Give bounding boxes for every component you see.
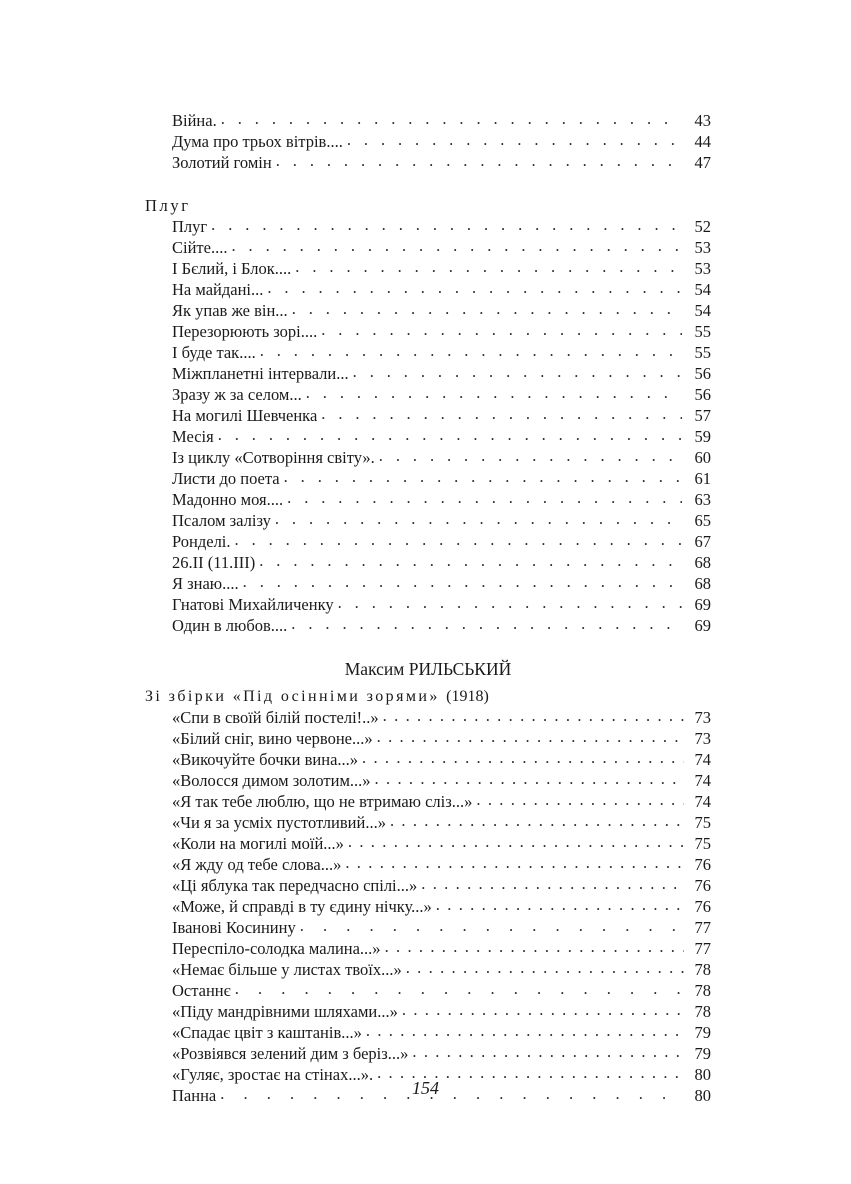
toc-entry[interactable]	[172, 938, 711, 959]
toc-entry-title: Міжпланетні інтервали...	[172, 364, 349, 383]
toc-leader-dots	[366, 1024, 684, 1038]
toc-entry-title: Псалом залізу	[172, 511, 271, 530]
toc-entry[interactable]	[172, 1043, 711, 1064]
collection-subtitle-text: Зі збірки «Під осінніми зорями»	[145, 688, 440, 705]
toc-leader-dots	[287, 491, 682, 505]
toc-entry-page-number: 56	[694, 385, 711, 404]
toc-leader-dots	[379, 449, 682, 463]
toc-entry-title: На могилі Шевченка	[172, 406, 318, 425]
toc-entry-page-number: 65	[694, 511, 711, 530]
toc-entry[interactable]	[172, 812, 711, 833]
toc-entry-page-number: 60	[694, 448, 711, 467]
toc-block-author-rylsky	[145, 658, 711, 1106]
toc-entry[interactable]	[172, 510, 711, 531]
toc-entry-title: І буде так....	[172, 343, 256, 362]
toc-entry-title: Золотий гомін	[172, 153, 272, 172]
block-gap	[145, 173, 711, 195]
toc-leader-dots	[260, 344, 682, 358]
collection-subtitle-heading	[145, 686, 711, 707]
toc-leader-dots	[292, 302, 682, 316]
toc-entry-page-number: 52	[694, 217, 711, 236]
toc-entry[interactable]	[172, 833, 711, 854]
toc-leader-dots	[402, 1003, 684, 1017]
toc-entry[interactable]	[172, 749, 711, 770]
toc-entry-page-number: 67	[694, 532, 711, 551]
toc-leader-dots	[375, 772, 684, 786]
toc-entry[interactable]	[172, 489, 711, 510]
toc-entry-page-number: 74	[694, 750, 711, 769]
toc-entry-title: Дума про трьох вітрів....	[172, 132, 343, 151]
toc-entry-title: «Ці яблука так передчасно спілі...»	[172, 876, 418, 895]
toc-entry-title: Гнатові Михайличенку	[172, 595, 334, 614]
toc-leader-dots	[259, 554, 682, 568]
toc-entry-title: «Гуляє, зростає на стінах...».	[172, 1065, 374, 1084]
toc-content-column	[145, 110, 711, 1106]
toc-entry-title: Панна	[172, 1086, 217, 1105]
toc-entry-page-number: 61	[694, 469, 711, 488]
toc-entry-title: «Я жду од тебе слова...»	[172, 855, 342, 874]
toc-entry-page-number: 69	[694, 595, 711, 614]
toc-entry[interactable]	[172, 300, 711, 321]
toc-entry[interactable]	[172, 216, 711, 237]
toc-entry-title: Війна.	[172, 111, 217, 130]
toc-entry-page-number: 74	[694, 792, 711, 811]
toc-entry[interactable]	[172, 426, 711, 447]
toc-entry-page-number: 44	[694, 132, 711, 151]
toc-entry[interactable]	[172, 405, 711, 426]
toc-entry[interactable]	[172, 131, 711, 152]
toc-entry[interactable]	[172, 573, 711, 594]
toc-entry-title: Ронделі.	[172, 532, 231, 551]
toc-entry-page-number: 73	[694, 729, 711, 748]
toc-entry-page-number: 80	[694, 1065, 711, 1084]
toc-entry-page-number: 54	[694, 301, 711, 320]
toc-leader-dots	[390, 814, 684, 828]
toc-entry[interactable]	[172, 279, 711, 300]
toc-entry-page-number: 73	[694, 708, 711, 727]
toc-leader-dots	[347, 133, 682, 147]
toc-leader-dots	[385, 940, 684, 954]
toc-entry-page-number: 77	[694, 939, 711, 958]
page-folio-number: 154	[412, 1078, 439, 1098]
toc-entry-title: Як упав же він...	[172, 301, 288, 320]
toc-entry-title: Іванові Косинину	[172, 918, 296, 937]
toc-entry-title: «Коли на могилі моїй...»	[172, 834, 344, 853]
toc-entry-page-number: 76	[694, 855, 711, 874]
toc-leader-dots	[436, 898, 684, 912]
toc-entry-page-number: 78	[694, 1002, 711, 1021]
toc-entry-title: «Чи я за усміх пустотливий...»	[172, 813, 386, 832]
author-heading: Максим РИЛЬСЬКИЙ	[344, 659, 512, 679]
toc-entry-title: «Викочуйте бочки вина...»	[172, 750, 359, 769]
toc-entry-page-number: 56	[694, 364, 711, 383]
toc-entry-page-number: 53	[694, 238, 711, 257]
toc-leader-dots	[412, 1045, 684, 1059]
toc-leader-dots	[321, 323, 682, 337]
toc-entry-page-number: 47	[694, 153, 711, 172]
toc-entry[interactable]	[172, 917, 711, 938]
toc-entry-list	[145, 707, 711, 1106]
toc-entry-title: «Немає більше у листах твоїх...»	[172, 960, 402, 979]
toc-leader-dots	[211, 218, 682, 232]
toc-entry[interactable]	[172, 594, 711, 615]
toc-leader-dots	[353, 365, 682, 379]
toc-entry-title: Зразу ж за селом...	[172, 385, 302, 404]
block-gap	[145, 636, 711, 658]
toc-entry-title: Мадонно моя....	[172, 490, 284, 509]
toc-entry-title: «Може, й справді в ту єдину нічку...»	[172, 897, 432, 916]
toc-entry-page-number: 76	[694, 897, 711, 916]
toc-leader-dots	[421, 877, 684, 891]
toc-entry-page-number: 76	[694, 876, 711, 895]
toc-entry[interactable]	[172, 854, 711, 875]
toc-entry[interactable]	[172, 1022, 711, 1043]
toc-entry[interactable]	[172, 980, 711, 1001]
toc-entry-title: І Бєлий, і Блок....	[172, 259, 292, 278]
toc-entry-title: Я знаю....	[172, 574, 239, 593]
toc-entry-list	[145, 110, 711, 173]
toc-entry-page-number: 43	[694, 111, 711, 130]
toc-entry[interactable]	[172, 342, 711, 363]
toc-entry-title: «Піду мандрівними шляхами...»	[172, 1002, 398, 1021]
toc-entry[interactable]	[172, 728, 711, 749]
toc-entry-list	[145, 216, 711, 636]
toc-entry[interactable]	[172, 384, 711, 405]
toc-block-pluh	[145, 195, 711, 636]
toc-entry-page-number: 53	[694, 259, 711, 278]
toc-leader-dots	[221, 112, 682, 126]
toc-entry[interactable]	[172, 707, 711, 728]
toc-entry-page-number: 55	[694, 322, 711, 341]
toc-entry-title: «Я так тебе люблю, що не втримаю сліз...»	[172, 792, 473, 811]
toc-entry-title: Один в любов....	[172, 616, 288, 635]
toc-entry[interactable]	[172, 770, 711, 791]
toc-entry[interactable]	[172, 152, 711, 173]
toc-entry-page-number: 69	[694, 616, 711, 635]
toc-entry[interactable]	[172, 363, 711, 384]
toc-entry-page-number: 78	[694, 960, 711, 979]
collection-heading-pluh: Плуг	[145, 196, 191, 215]
toc-leader-dots	[476, 793, 684, 807]
toc-leader-dots	[231, 239, 682, 253]
toc-entry-page-number: 79	[694, 1023, 711, 1042]
toc-entry[interactable]	[172, 258, 711, 279]
toc-entry-title: Перезорюють зорі....	[172, 322, 318, 341]
toc-entry-title: Переспіло-солодка малина...»	[172, 939, 381, 958]
toc-entry-title: «Білий сніг, вино червоне...»	[172, 729, 373, 748]
toc-entry[interactable]	[172, 447, 711, 468]
toc-entry-title: Листи до поета	[172, 469, 280, 488]
toc-leader-dots	[235, 533, 682, 547]
toc-leader-dots	[218, 428, 682, 442]
toc-leader-dots	[306, 386, 682, 400]
toc-entry-title: Плуг	[172, 217, 208, 236]
toc-leader-dots	[377, 730, 684, 744]
toc-block-tail-previous-collection	[145, 110, 711, 173]
toc-leader-dots	[276, 154, 682, 168]
toc-entry-page-number: 77	[694, 918, 711, 937]
toc-entry[interactable]	[172, 896, 711, 917]
toc-entry-page-number: 74	[694, 771, 711, 790]
toc-entry-title: На майдані...	[172, 280, 264, 299]
toc-entry-title: «Волосся димом золотим...»	[172, 771, 371, 790]
collection-subtitle-year: (1918)	[446, 688, 489, 705]
toc-entry-page-number: 57	[694, 406, 711, 425]
toc-entry-page-number: 78	[694, 981, 711, 1000]
toc-entry-page-number: 59	[694, 427, 711, 446]
toc-entry-page-number: 80	[694, 1086, 711, 1105]
toc-entry[interactable]	[172, 237, 711, 258]
toc-leader-dots	[284, 470, 682, 484]
toc-leader-dots	[321, 407, 682, 421]
toc-leader-dots	[235, 982, 682, 996]
toc-entry-page-number: 68	[694, 574, 711, 593]
toc-entry[interactable]	[172, 875, 711, 896]
toc-entry-page-number: 55	[694, 343, 711, 362]
toc-leader-dots	[348, 835, 684, 849]
toc-entry-page-number: 68	[694, 553, 711, 572]
toc-entry-title: Месія	[172, 427, 214, 446]
toc-leader-dots	[362, 751, 684, 765]
toc-entry[interactable]	[172, 468, 711, 489]
toc-entry-page-number: 54	[694, 280, 711, 299]
toc-entry-title: Сійте....	[172, 238, 228, 257]
toc-leader-dots	[267, 281, 682, 295]
toc-leader-dots	[383, 709, 684, 723]
toc-entry[interactable]	[172, 959, 711, 980]
toc-entry[interactable]	[172, 110, 711, 131]
toc-entry-page-number: 63	[694, 490, 711, 509]
toc-leader-dots	[338, 596, 682, 610]
toc-leader-dots	[275, 512, 682, 526]
toc-entry[interactable]	[172, 791, 711, 812]
toc-leader-dots	[295, 260, 682, 274]
toc-entry[interactable]	[172, 531, 711, 552]
toc-leader-dots	[300, 919, 682, 933]
toc-entry-page-number: 75	[694, 834, 711, 853]
toc-leader-dots	[345, 856, 684, 870]
toc-entry-title: «Спадає цвіт з каштанів...»	[172, 1023, 362, 1042]
toc-leader-dots	[243, 575, 682, 589]
toc-entry-page-number: 79	[694, 1044, 711, 1063]
toc-leader-dots	[291, 617, 682, 631]
toc-entry[interactable]	[172, 321, 711, 342]
toc-entry[interactable]	[172, 615, 711, 636]
toc-entry-title: 26.II (11.III)	[172, 553, 256, 572]
toc-entry-title: «Спи в своїй білій постелі!..»	[172, 708, 379, 727]
toc-leader-dots	[406, 961, 684, 975]
toc-entry[interactable]	[172, 552, 711, 573]
toc-entry-title: Із циклу «Сотворіння світу».	[172, 448, 375, 467]
toc-entry[interactable]	[172, 1001, 711, 1022]
toc-entry-title: «Розвіявся зелений дим з беріз...»	[172, 1044, 409, 1063]
toc-entry-title: Останнє	[172, 981, 231, 1000]
toc-entry-page-number: 75	[694, 813, 711, 832]
